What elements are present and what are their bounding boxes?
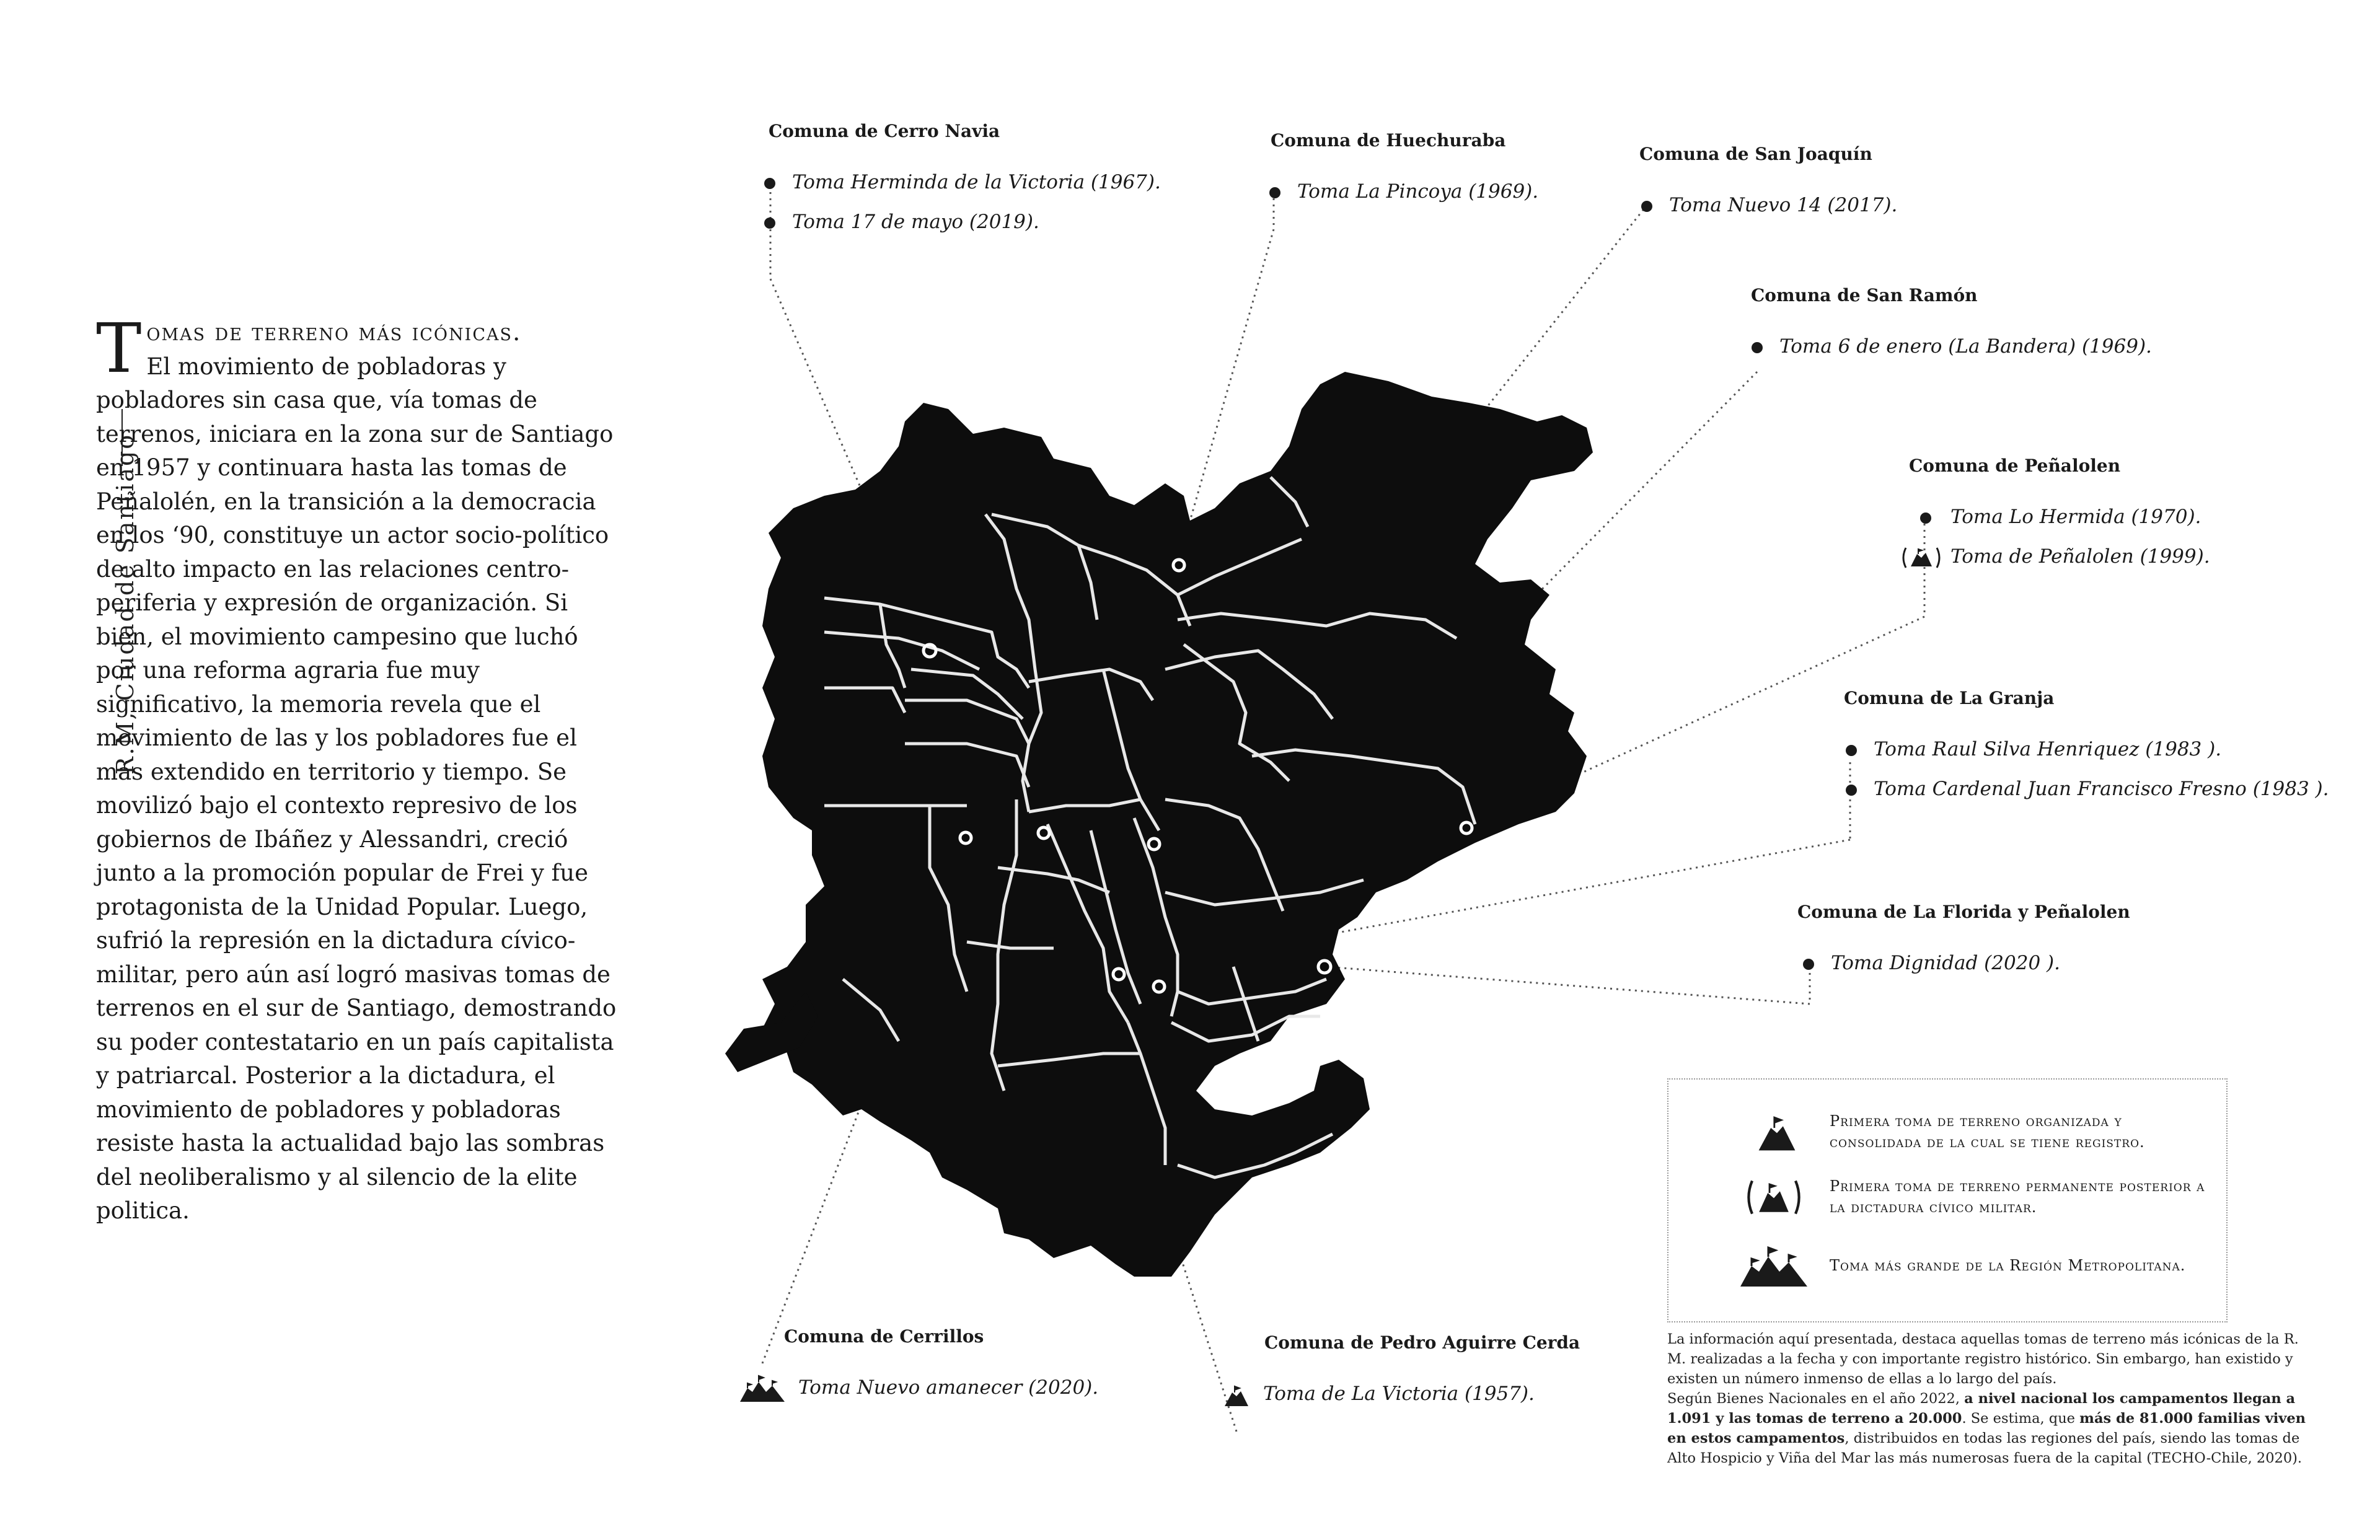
- legend-row: [1668, 1176, 2226, 1238]
- tent-small-icon: [1221, 1381, 1252, 1409]
- toma-entry: Toma La Pincoya (1969).: [1271, 172, 1538, 211]
- toma-entry: Toma Raul Silva Henriquez (1983 ).: [1844, 729, 2329, 769]
- toma-entry: Toma 6 de enero (La Bandera) (1969).: [1751, 327, 2152, 366]
- toma-entry: Toma de Peñalolen (1999).: [1900, 537, 2210, 576]
- toma-entry: Toma Herminda de la Victoria (1967).: [769, 162, 1161, 202]
- dot-icon: [1750, 340, 1765, 355]
- dot-icon: [1639, 199, 1654, 214]
- intro-body: El movimiento de pobladoras y pobladores sin casa que, vía tomas de terrenos, iniciara en la zona sur de Santiago en 1957 y continuara hasta las tomas de Peñalolén, en la transición a la democracia en los ‘90, constituye un actor socio-político de alto impacto en las relaciones centro-periferia y expresión de organización. Si bien, el movimiento campesino que luchó por una reforma agraria fue muy significativo, la memoria revela que el movimiento de las y los pobladores fue el más extendido en territorio y tiempo. Se movilizó bajo el contexto represivo de los gobiernos de Ibáñez y Alessandri, creció junto a la promoción popular de Frei y fue protagonista de la Unidad Popular. Luego, sufrió la represión en la dictadura cívico-militar, pero aún así logró masivas tomas de terrenos en el sur de Santiago, demostrando su poder contestatario en un país capitalista y patriarcal. Posterior a la dictadura, el movimiento de pobladores y pobladoras resiste hasta la actualidad bajo las sombras del neoliberalismo y al silencio de la elite politica.: [96, 353, 617, 1224]
- legend-row: [1668, 1244, 2226, 1306]
- intro-dropcap: T: [96, 309, 142, 388]
- callout-la-granja: [1844, 688, 2329, 809]
- comuna-name: Comuna de Cerrillos: [784, 1326, 984, 1347]
- dot-icon: [762, 216, 777, 231]
- dot-icon: [1844, 743, 1859, 758]
- comuna-name: Comuna de Cerro Navia: [769, 121, 1000, 141]
- callout-huechuraba: [1271, 130, 1538, 211]
- legend-text: Toma más grande de la Región Metropolitana.: [1830, 1257, 2186, 1274]
- tent-bracket-icon: [1743, 1176, 1805, 1219]
- callout-san-joaquin: [1639, 144, 1897, 225]
- tent-bracket-icon: [1900, 544, 1943, 571]
- legend-row: [1668, 1111, 2226, 1173]
- callout-la-florida: [1797, 902, 2130, 983]
- callout-penalolen: [1909, 455, 2210, 576]
- footnote-p2: Según Bienes Nacionales en el año 2022, a nivel nacional los campamentos llegan a 1.091 y las tomas de terreno a 20.000. Se estima, que más de 81.000 familias viven en estos campamentos, distribuidos en todas las regiones del país, siendo las tomas de Alto Hospicio y Viña del Mar las más numerosas fuera de la capital (TECHO-Chile, 2020).: [1667, 1391, 2306, 1466]
- callout-cerro-navia: [769, 121, 1161, 242]
- callout-cerrillos: [738, 1326, 1098, 1407]
- callout-san-ramon: [1751, 285, 2152, 366]
- leader-la-florida-2: [1326, 967, 1810, 1004]
- toma-entry: Toma Dignidad (2020 ).: [1797, 943, 2130, 983]
- comuna-name: Comuna de La Florida y Peñalolen: [1797, 902, 2130, 922]
- comuna-name: Comuna de Huechuraba: [1271, 130, 1506, 151]
- comuna-name: Comuna de Peñalolen: [1909, 455, 2121, 476]
- comuna-name: Comuna de La Granja: [1844, 688, 2055, 708]
- toma-entry: Toma Cardenal Juan Francisco Fresno (1983 ).: [1844, 769, 2329, 809]
- tent-small-icon: [1755, 1111, 1799, 1154]
- dot-icon: [1267, 185, 1282, 200]
- intro-title: omas de terreno más icónicas.: [146, 319, 522, 346]
- dot-icon: [1844, 783, 1859, 798]
- toma-entry: Toma 17 de mayo (2019).: [769, 202, 1161, 242]
- legend: [1667, 1078, 2228, 1322]
- toma-entry: Toma de La Victoria (1957).: [1221, 1374, 1580, 1414]
- side-label: R.M, Ciudad de Santiago: [112, 433, 139, 775]
- footnote-p1: La información aquí presentada, destaca aquellas tomas de terreno más icónicas de la R. M. realizadas a la fecha y con importante registro histórico. Sin embargo, han existido y existen un número inmenso de ellas a lo largo del país.: [1667, 1331, 2299, 1387]
- comuna-name: Comuna de San Joaquín: [1639, 144, 1872, 164]
- dot-icon: [762, 176, 777, 191]
- legend-text: Primera toma de terreno permanente posterior a la dictadura cívico militar.: [1830, 1177, 2205, 1216]
- toma-entry: Toma Nuevo 14 (2017).: [1639, 185, 1897, 225]
- callout-pedro-aguirre-cerda: [1221, 1332, 1580, 1414]
- legend-text: Primera toma de terreno organizada y consolidada de la cual se tiene registro.: [1830, 1112, 2145, 1151]
- tent-large-icon: [738, 1373, 787, 1404]
- comuna-name: Comuna de San Ramón: [1751, 285, 1978, 306]
- tent-large-icon: [1737, 1244, 1811, 1290]
- dot-icon: [1918, 511, 1933, 526]
- dot-icon: [1801, 957, 1816, 972]
- toma-entry: Toma Nuevo amanecer (2020).: [738, 1368, 1098, 1407]
- comuna-name: Comuna de Pedro Aguirre Cerda: [1264, 1332, 1580, 1353]
- toma-entry: Toma Lo Hermida (1970).: [1909, 497, 2210, 537]
- footnote: [1667, 1329, 2318, 1468]
